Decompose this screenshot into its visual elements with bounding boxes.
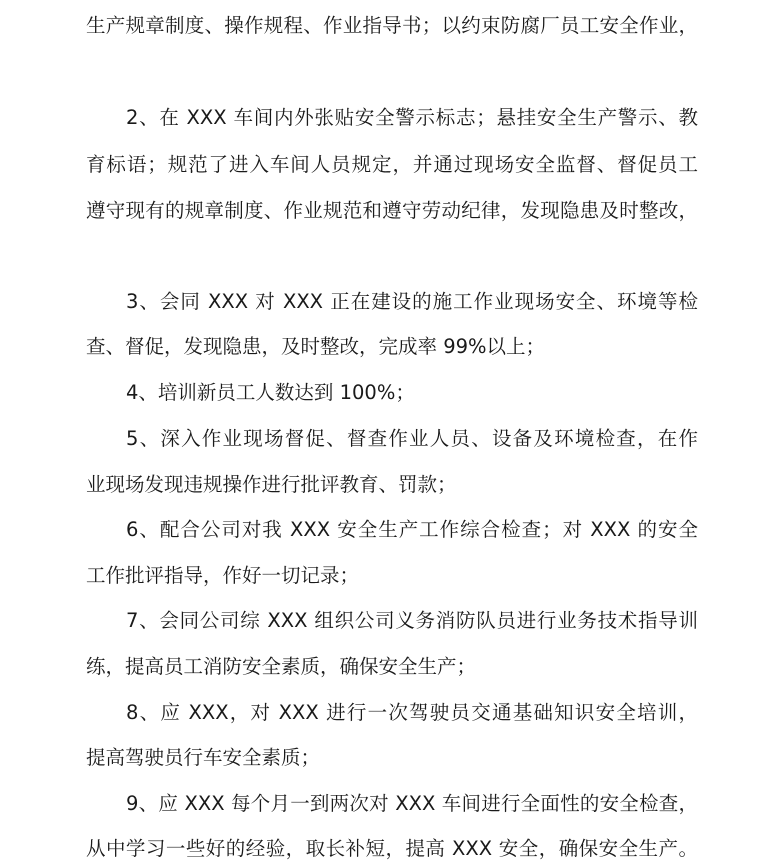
text-line: 3、会同 XXX 对 XXX 正在建设的施工作业现场安全、环境等检 — [126, 290, 698, 313]
text-line: 2、在 XXX 车间内外张贴安全警示标志；悬挂安全生产警示、教 — [126, 106, 698, 129]
text-line: 遵守现有的规章制度、作业规范和遵守劳动纪律，发现隐患及时整改， — [86, 199, 698, 222]
text-line: 7、会同公司综 XXX 组织公司义务消防队员进行业务技术指导训 — [126, 609, 698, 632]
text-line: 育标语；规范了进入车间人员规定，并通过现场安全监督、督促员工 — [86, 153, 698, 176]
text-line: 业现场发现违规操作进行批评教育、罚款； — [86, 473, 457, 496]
text-line: 练，提高员工消防安全素质，确保安全生产； — [86, 655, 477, 678]
text-line: 8、应 XXX，对 XXX 进行一次驾驶员交通基础知识安全培训， — [126, 701, 698, 724]
text-line: 工作批评指导，作好一切记录； — [86, 564, 360, 587]
text-line: 9、应 XXX 每个月一到两次对 XXX 车间进行全面性的安全检查， — [126, 792, 698, 815]
text-line: 查、督促，发现隐患，及时整改，完成率 99%以上； — [86, 335, 546, 358]
text-line: 5、深入作业现场督促、督查作业人员、设备及环境检查，在作 — [126, 427, 698, 450]
text-line: 6、配合公司对我 XXX 安全生产工作综合检查；对 XXX 的安全 — [126, 518, 698, 541]
text-line: 4、培训新员工人数达到 100%； — [126, 381, 415, 404]
text-line: 从中学习一些好的经验，取长补短，提高 XXX 安全，确保安全生产。 — [86, 837, 698, 860]
text-line: 提高驾驶员行车安全素质； — [86, 746, 321, 769]
text-line: 生产规章制度、操作规程、作业指导书；以约束防腐厂员工安全作业， — [86, 14, 698, 37]
